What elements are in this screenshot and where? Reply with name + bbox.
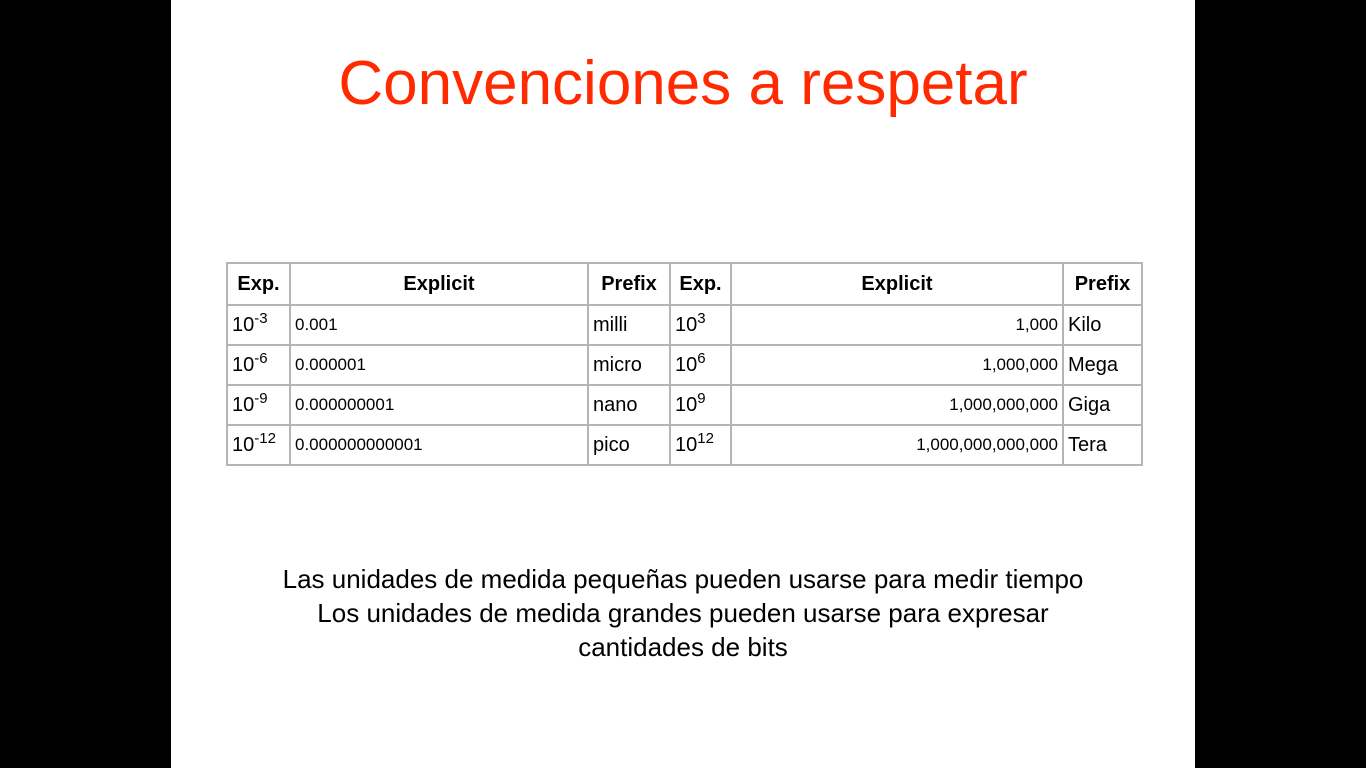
small-exponent: $10^{-6}$: [227, 345, 290, 385]
table-row: [227, 345, 1142, 385]
large-exponent: $10^{12}$: [670, 425, 731, 465]
table-row: [227, 305, 1142, 345]
header-explicit-small: Explicit: [290, 263, 588, 305]
large-explicit: 1,000,000,000,000: [731, 425, 1063, 465]
large-prefix: Giga: [1063, 385, 1142, 425]
small-explicit: 0.000000000001: [290, 425, 588, 465]
large-explicit: 1,000,000,000: [731, 385, 1063, 425]
large-exponent: $10^9$: [670, 385, 731, 425]
header-exp-large: Exp.: [670, 263, 731, 305]
large-explicit: 1,000: [731, 305, 1063, 345]
large-prefix: Tera: [1063, 425, 1142, 465]
small-exponent: $10^{-12}$: [227, 425, 290, 465]
note-line: Las unidades de medida pequeñas pueden usarse para medir tiempo: [282, 564, 1084, 594]
header-prefix-large: Prefix: [1063, 263, 1142, 305]
large-explicit: 1,000,000: [731, 345, 1063, 385]
large-exponent: $10^6$: [670, 345, 731, 385]
large-exponent: $10^3$: [670, 305, 731, 345]
small-prefix: micro: [588, 345, 670, 385]
small-prefix: milli: [588, 305, 670, 345]
table-header-row: [227, 263, 1142, 305]
table-row: [227, 385, 1142, 425]
small-explicit: 0.000001: [290, 345, 588, 385]
slide-notes: [171, 562, 1195, 664]
large-prefix: Mega: [1063, 345, 1142, 385]
small-prefix: nano: [588, 385, 670, 425]
header-prefix-small: Prefix: [588, 263, 670, 305]
small-explicit: 0.000000001: [290, 385, 588, 425]
small-prefix: pico: [588, 425, 670, 465]
slide: [171, 0, 1195, 768]
header-explicit-large: Explicit: [731, 263, 1063, 305]
small-explicit: 0.001: [290, 305, 588, 345]
note-line: Los unidades de medida grandes pueden usarse para expresar: [317, 598, 1049, 628]
header-exp-small: Exp.: [227, 263, 290, 305]
table-row: [227, 425, 1142, 465]
slide-title: Convenciones a respetar: [338, 49, 1028, 118]
units-prefix-table: [226, 262, 1143, 466]
note-line: cantidades de bits: [578, 632, 788, 662]
small-exponent: $10^{-9}$: [227, 385, 290, 425]
small-exponent: $10^{-3}$: [227, 305, 290, 345]
large-prefix: Kilo: [1063, 305, 1142, 345]
